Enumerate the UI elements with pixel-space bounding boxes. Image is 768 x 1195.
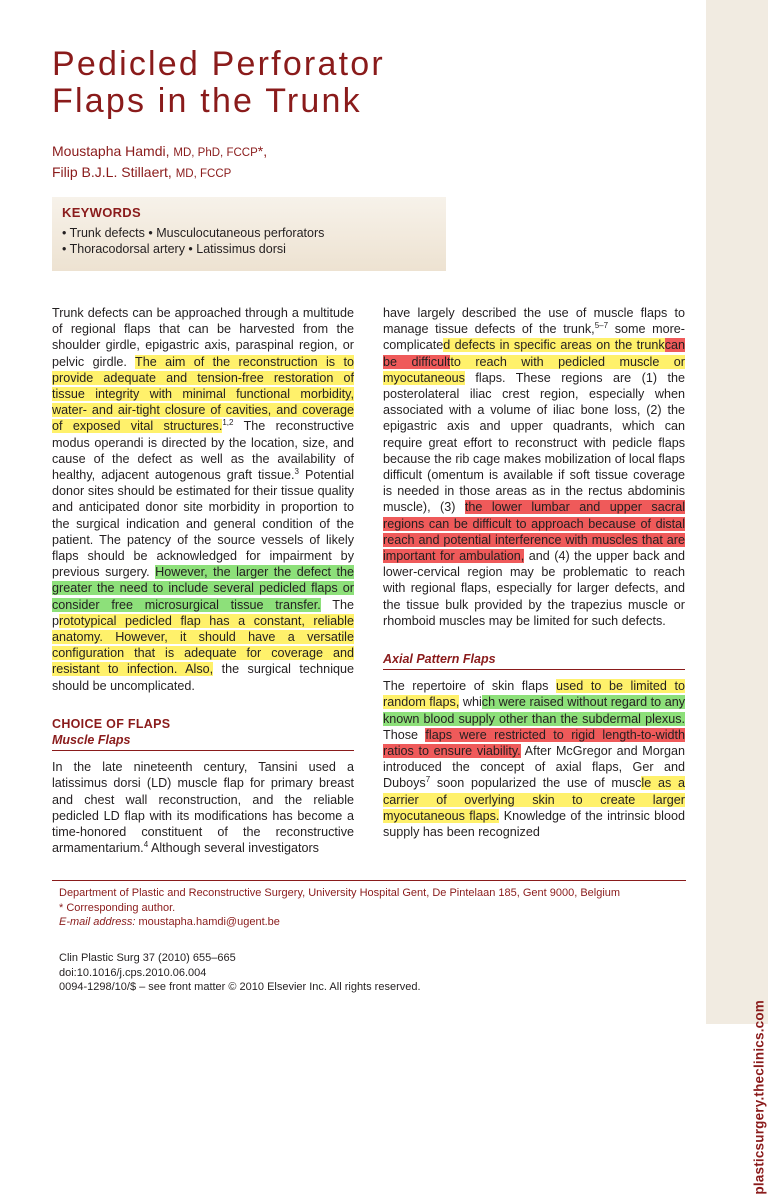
text-run: and (4) the upper back and lower-cervical region may be problematic to reach with regional flaps, especially for larger defects, and the tissue bulk provided by the trapezius muscle or rhomboid muscles may be limited for such defects. bbox=[383, 549, 685, 628]
highlight-green: ch were raised without regard to any known blood supply other than the subdermal plexus. bbox=[383, 695, 686, 726]
highlight-yellow: The aim of the reconstruction is to provide adequate and tension-free restoration of tissue integrity with minimal functional morbidity, water- and air-tight closure of cavities, and coverage of exposed vital structures. bbox=[52, 354, 354, 434]
corresponding-mark: *, bbox=[257, 143, 268, 159]
left-column bbox=[52, 305, 354, 857]
text-run: The repertoire of skin flaps bbox=[383, 679, 549, 694]
author-1-credentials: MD, PhD, FCCP bbox=[173, 147, 258, 159]
highlight-red: can be difficult bbox=[383, 338, 685, 369]
text-run: The p bbox=[52, 597, 354, 628]
keywords-heading: KEYWORDS bbox=[62, 205, 141, 220]
author-list bbox=[52, 142, 267, 184]
footnotes bbox=[59, 886, 684, 930]
muscle-flaps-paragraph bbox=[52, 759, 354, 856]
text-run: In the late nineteenth century, Tansini used a latissimus dorsi (LD) muscle flap for primary breast and chest wall reconstruction, and the reliable pedicled LD flap with its modifications has become a time-honored constituent of the reconstructive armamentarium. bbox=[52, 760, 354, 856]
affiliation: Department of Plastic and Reconstructive Surgery, University Hospital Gent, De Pintelaan 185, Gent 9000, Belgium bbox=[59, 887, 621, 899]
text-run: Although several investigators bbox=[150, 841, 319, 856]
reference-marker[interactable]: 7 bbox=[425, 775, 431, 785]
text-run: The reconstructive modus operandi is directed by the location, size, and cause of the defect as well as the availability of healthy, adjacent autogenous graft tissue. bbox=[52, 419, 355, 483]
title-line-1: Pedicled Perforator bbox=[52, 45, 385, 83]
highlight-yellow: d defects in specific areas on the trunk bbox=[443, 338, 665, 353]
section-heading: CHOICE OF FLAPS bbox=[52, 716, 171, 731]
journal-citation: Clin Plastic Surg 37 (2010) 655–665 bbox=[59, 952, 236, 964]
text-run: Knowledge of the intrinsic blood supply has been recognized bbox=[383, 808, 685, 840]
citation-block bbox=[59, 951, 421, 995]
author-2-name: Filip B.J.L. Stillaert, bbox=[52, 164, 172, 180]
highlight-red: the lower lumbar and upper sacral regions can be difficult to approach because of distal reach and potential interference with muscles that are important for ambulation, bbox=[383, 500, 685, 564]
article-title bbox=[52, 46, 385, 120]
footer-divider bbox=[52, 880, 686, 881]
highlight-yellow: le as a carrier of overlying skin to create larger myocutaneous flaps. bbox=[383, 776, 686, 823]
regions-paragraph bbox=[383, 305, 685, 629]
reference-marker[interactable]: 5–7 bbox=[594, 321, 609, 331]
keywords-line-2: • Thoracodorsal artery • Latissimus dorsi bbox=[62, 242, 286, 256]
highlight-red: flaps were restricted to rigid length-to-width ratios to ensure viability. bbox=[383, 727, 686, 759]
text-run: Potential donor sites should be estimated for their tissue quality and anticipated donor site morbidity in proportion to the surgical indication and general condition of the patient. The patency of the source vessels of likely flaps should be acknowledged for impairment by previous surgery. bbox=[52, 468, 354, 580]
highlight-green: However, the larger the defect the greater the need to include several pedicled flaps or consider free microsurgical tissue transfer. bbox=[52, 565, 354, 612]
author-2-credentials: MD, FCCP bbox=[175, 168, 232, 180]
subsection-heading: Axial Pattern Flaps bbox=[383, 651, 685, 670]
text-run: whi bbox=[462, 695, 482, 710]
journal-sidebar bbox=[706, 0, 768, 1195]
corresponding-note: * Corresponding author. bbox=[59, 901, 176, 914]
keywords-line-1: • Trunk defects • Musculocutaneous perforators bbox=[62, 226, 325, 240]
reference-marker[interactable]: 1,2 bbox=[222, 418, 234, 428]
copyright-line: 0094-1298/10/$ – see front matter © 2010 Elsevier Inc. All rights reserved. bbox=[59, 981, 421, 993]
author-1-name: Moustapha Hamdi, bbox=[52, 143, 170, 159]
subsection-heading: Muscle Flaps bbox=[52, 732, 354, 751]
text-run: After McGregor and Morgan introduced the concept of axial flaps, Ger and Duboys bbox=[383, 744, 685, 791]
text-run: some more-complicate bbox=[383, 322, 686, 353]
text-run: Those bbox=[383, 727, 419, 742]
text-run: soon popularized the use of musc bbox=[436, 776, 642, 791]
axial-flaps-paragraph bbox=[383, 678, 685, 840]
email-line bbox=[59, 915, 684, 930]
doi-link[interactable]: doi:10.1016/j.cps.2010.06.004 bbox=[59, 966, 207, 979]
text-run: Trunk defects can be approached through a multitude of regional flaps that can be harvested from the shoulder girdle, epigastric axis, paraspinal region, or pelvic girdle. bbox=[52, 306, 354, 369]
email-label: E-mail address: bbox=[59, 916, 136, 928]
intro-paragraph bbox=[52, 305, 354, 694]
email-link[interactable]: moustapha.hamdi@ugent.be bbox=[138, 916, 280, 928]
highlight-yellow: rototypical pedicled flap has a constant, reliable anatomy. However, it should have a versatile configuration that is adequate for coverage and resistant to infection. Also, bbox=[52, 613, 354, 677]
highlight-yellow: used to be limited to random flaps, bbox=[383, 679, 685, 710]
reference-marker[interactable]: 3 bbox=[294, 466, 299, 476]
journal-url[interactable]: plasticsurgery.theclinics.com bbox=[752, 1000, 767, 1195]
text-run: the surgical technique should be uncomplicated. bbox=[52, 662, 354, 693]
text-run: flaps. These regions are (1) the posterolateral iliac crest region, especially when associated with a volume of iliac bone loss, (2) the epigastric axis and upper quadrants, which can require great effort to reconstruct with pedicle flaps because the rib cage makes mobilization of local flaps difficult (omentum is available if soft tissue coverage is needed in those areas as in the rectus abdominis muscle), (3) bbox=[383, 370, 685, 515]
title-line-2: Flaps in the Trunk bbox=[52, 82, 362, 120]
right-column bbox=[383, 305, 685, 840]
reference-marker[interactable]: 4 bbox=[143, 840, 149, 850]
highlight-yellow: to reach with pedicled muscle or myocutaneous bbox=[383, 354, 685, 385]
text-run: have largely described the use of muscle flaps to manage tissue defects of the trunk, bbox=[383, 306, 685, 337]
keywords-box bbox=[52, 197, 446, 271]
